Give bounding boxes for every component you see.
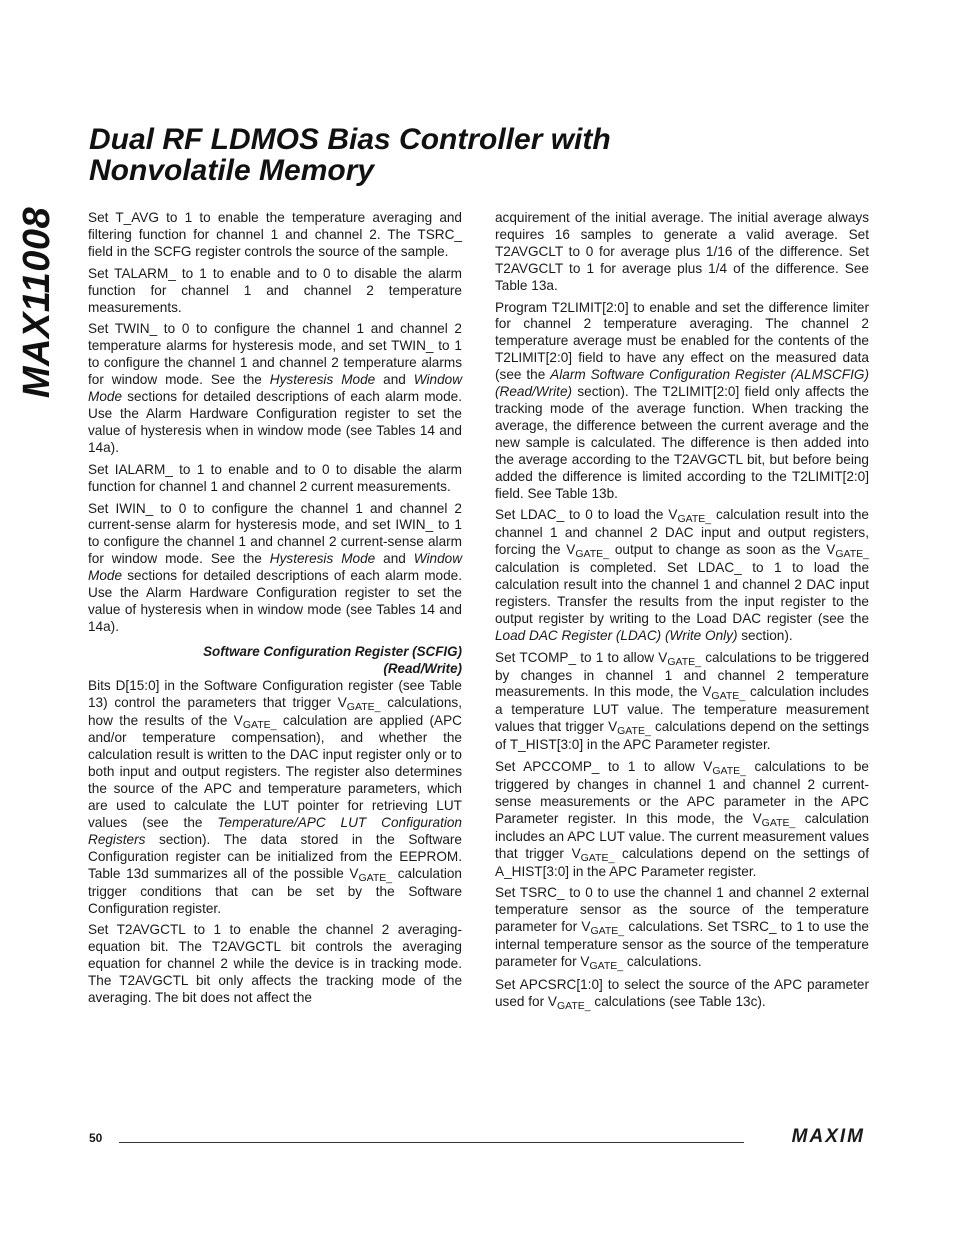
footer-rule <box>119 1142 744 1143</box>
document-title <box>89 124 849 186</box>
section-heading: Software Configuration Register (SCFIG) (Read/Write) <box>203 643 462 676</box>
side-title-text: MAX11008 <box>16 206 59 399</box>
paragraph: Set TWIN_ to 0 to configure the channel 1 and channel 2 temperature alarms for hysteresis mode, and set TWIN_ to 1 to configure the channel 1 and channel 2 temperature alarms for window mode. See the Hysteresis Mode and Window Mode sections for detailed descriptions of each alarm mode. Use the Alarm Hardware Configuration register to set the value of hysteresis when in window mode (see Tables 14 and 14a). <box>88 321 463 455</box>
paragraph: Set TALARM_ to 1 to enable and to 0 to disable the alarm function for channel 1 and channel 2 temperature measurements. <box>88 265 462 315</box>
paragraph: Set TCOMP_ to 1 to allow $V_{GATE\_}$ calculations to be triggered by changes in channel 1 and channel 2 temperature measurements. In this mode, the $V_{GATE\_}$ calculation includes a temperature LUT value. The temperature measurement values that trigger $V_{GATE\_}$ calculations depend on the settings of T_HIST[3:0] in the APC Parameter register. <box>495 649 869 753</box>
paragraph: Set APCSRC[1:0] to select the source of the APC parameter used for $V_{GATE\_}$ calculations (see Table 13c). <box>495 976 869 1012</box>
paragraph: Bits D[15:0] in the Software Configuration register (see Table 13) control the parameters that trigger $V_{GATE\_}$ calculations, how the results of the $V_{GATE\_}$ calculation are applied (APC and/or temperature compensation), and whether the calculation result is written to the DAC input register only or to both input and output registers. The register also determines the source of the APC and temperature parameters, which are used to calculate the LUT pointer for retrieving LUT values (see the Temperature/APC LUT Configuration Registers section). The data stored in the Software Configuration register can be initialized from the EEPROM. Table 13d summarizes all of the possible $V_{GATE\_}$ calculation trigger conditions that can be set by the Software Configuration register. <box>88 677 462 916</box>
paragraph: Set IALARM_ to 1 to enable and to 0 to disable the alarm function for channel 1 and channel 2 current measurements. <box>88 461 462 494</box>
paragraph: Set TSRC_ to 0 to use the channel 1 and channel 2 external temperature sensor as the source of the temperature parameter for $V_{GATE\_}$ calculations. Set TSRC_ to 1 to use the internal temperature sensor as the source of the temperature parameter for $V_{GATE\_}$ calculations. <box>495 885 869 973</box>
maxim-logo: MAXIM <box>791 1126 865 1147</box>
title-line-1: Dual RF LDMOS Bias Controller with <box>89 123 611 156</box>
page-number: 50 <box>89 1131 103 1145</box>
right-column <box>495 210 869 1017</box>
paragraph: Set T_AVG to 1 to enable the temperature averaging and filtering function for channel 1 and channel 2. The TSRC_ field in the SCFG register controls the source of the sample. <box>88 210 462 259</box>
paragraph: acquirement of the initial average. The initial average always requires 16 samples to generate a valid average. Set T2AVGCLT to 0 for average plus 1/16 of the difference. Set T2AVGCLT to 1 for average plus 1/4 of the difference. See Table 13a. <box>495 210 869 293</box>
paragraph: Set LDAC_ to 0 to load the $V_{GATE\_}$ calculation result into the channel 1 and channel 2 DAC input and output registers, forcing the $V_{GATE\_}$ output to change as soon as the $V_{GATE\_}$ calculation is completed. Set LDAC_ to 1 to load the calculation result into the channel 1 and channel 2 DAC input registers. Transfer the results from the input register to the output register by writing to the Load DAC register (see the Load DAC Register (LDAC) (Write Only) section). <box>495 507 869 643</box>
paragraph: Set APCCOMP_ to 1 to allow $V_{GATE\_}$ calculations to be triggered by changes in channel 1 and channel 2 current-sense measurements or the APC parameter in the APC Parameter register. In this mode, the $V_{GATE\_}$ calculation includes an APC LUT value. The current measurement values that trigger $V_{GATE\_}$ calculations depend on the settings of A_HIST[3:0] in the APC Parameter register. <box>495 759 869 879</box>
title-line-2: Nonvolatile Memory <box>89 154 375 187</box>
page-footer <box>89 1128 865 1148</box>
paragraph: Program T2LIMIT[2:0] to enable and set the difference limiter for channel 2 temperature averaging. The channel 2 temperature average must be enabled for the contents of the T2LIMIT[2:0] field to have any effect on the measured data (see the Alarm Software Configuration Register (ALMSCFIG) (Read/Write) section). The T2LIMIT[2:0] field only affects the tracking mode of the average function. When tracking the average, the difference between the current average and the new sample is calculated. The difference is then added into the average according to the T2AVGCTL bit, but before being added the difference is limited according to the T2LIMIT[2:0] field. See Table 13b. <box>495 299 869 501</box>
left-column <box>88 210 462 1012</box>
paragraph: Set T2AVGCTL to 1 to enable the channel 2 averaging-equation bit. The T2AVGCTL bit controls the averaging equation for channel 2 while the device is in tracking mode. The T2AVGCTL bit only affects the tracking mode of the averaging. The bit does not affect the <box>88 922 462 1006</box>
paragraph: Set IWIN_ to 0 to configure the channel 1 and channel 2 current-sense alarm for hysteresis mode, and set IWIN_ to 1 to configure the channel 1 and channel 2 current-sense alarm for window mode. See the Hysteresis Mode and Window Mode sections for detailed descriptions of each alarm mode. Use the Alarm Hardware Configuration register to set the value of hysteresis when in window mode (see Tables 14 and 14a). <box>88 500 463 634</box>
side-title <box>12 206 64 399</box>
